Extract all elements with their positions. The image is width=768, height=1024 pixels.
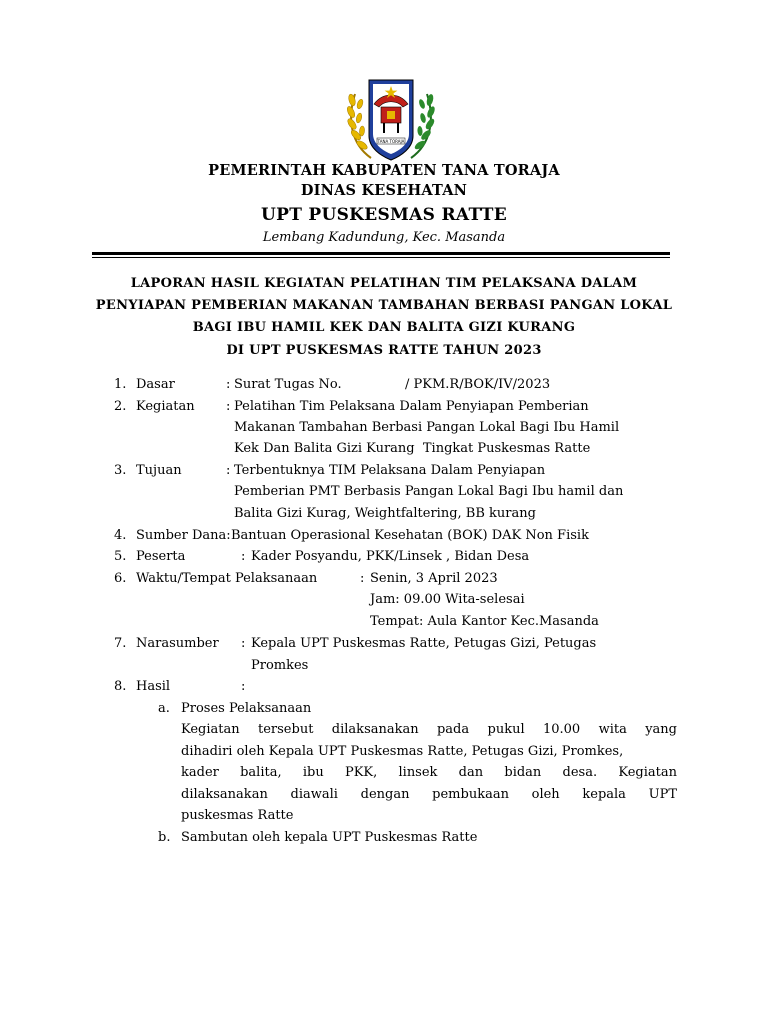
item-colon: :: [241, 636, 246, 651]
item-value-tujuan-line: Pemberian PMT Berbasis Pangan Lokal Bagi Ibu hamil dan: [234, 484, 624, 499]
item-number: 4.: [114, 528, 127, 543]
item-colon: :: [226, 463, 231, 478]
item-value-dasar-number: / PKM.R/BOK/IV/2023: [405, 377, 551, 392]
letterhead-government: PEMERINTAH KABUPATEN TANA TORAJA: [208, 162, 560, 179]
report-title-line-2: PENYIAPAN PEMBERIAN MAKANAN TAMBAHAN BERBASI PANGAN LOKAL: [95, 298, 673, 313]
item-value-kegiatan-line: Makanan Tambahan Berbasi Pangan Lokal Bagi Ibu Hamil: [234, 420, 620, 435]
item-number: 8.: [114, 679, 127, 694]
letterhead-divider-thick: [92, 252, 670, 255]
item-number: 5.: [114, 549, 127, 564]
item-value-kegiatan-line: Pelatihan Tim Pelaksana Dalam Penyiapan Pemberian: [234, 399, 589, 414]
item-label-waktu-tempat: Waktu/Tempat Pelaksanaan: [136, 571, 318, 586]
paragraph-line: dihadiri oleh Kepala UPT Puskesmas Ratte, Petugas Gizi, Promkes,: [181, 744, 624, 759]
item-value-kegiatan-line: Kek Dan Balita Gizi Kurang Tingkat Puskesmas Ratte: [234, 441, 591, 456]
item-number: 3.: [114, 463, 127, 478]
letterhead-divider-thin: [92, 257, 670, 258]
item-value-peserta: Kader Posyandu, PKK/Linsek , Bidan Desa: [251, 549, 530, 564]
subitem-title-sambutan: Sambutan oleh kepala UPT Puskesmas Ratte: [181, 830, 478, 845]
subitem-title-proses: Proses Pelaksanaan: [181, 701, 312, 716]
report-title-line-1: LAPORAN HASIL KEGIATAN PELATIHAN TIM PELAKSANA DALAM: [130, 276, 638, 291]
paragraph-line: kader balita, ibu PKK, linsek dan bidan desa. Kegiatan: [181, 765, 677, 780]
item-value-tujuan-line: Terbentuknya TIM Pelaksana Dalam Penyiapan: [234, 463, 546, 478]
item-number: 7.: [114, 636, 127, 651]
item-value-date: Senin, 3 April 2023: [370, 571, 498, 586]
item-label-sumber-dana: Sumber Dana:: [136, 528, 231, 543]
item-label-dasar: Dasar: [136, 377, 175, 392]
item-colon: :: [226, 399, 231, 414]
item-colon: :: [226, 377, 231, 392]
letterhead-department: DINAS KESEHATAN: [300, 182, 468, 199]
item-number: 6.: [114, 571, 127, 586]
item-number: 2.: [114, 399, 127, 414]
report-title-line-4: DI UPT PUSKESMAS RATTE TAHUN 2023: [226, 343, 542, 358]
item-label-hasil: Hasil: [136, 679, 171, 694]
subitem-letter: a.: [158, 701, 170, 716]
shield: [369, 80, 413, 160]
item-value-sumber-dana: Bantuan Operasional Kesehatan (BOK) DAK Non Fisik: [231, 528, 589, 543]
subitem-letter: b.: [158, 830, 171, 845]
item-label-tujuan: Tujuan: [136, 463, 182, 478]
item-value-time: Jam: 09.00 Wita-selesai: [370, 592, 525, 607]
letterhead-institution: UPT PUSKESMAS RATTE: [260, 205, 508, 225]
letterhead-address: Lembang Kadundung, Kec. Masanda: [262, 230, 506, 245]
item-label-narasumber: Narasumber: [136, 636, 219, 651]
item-colon: :: [360, 571, 365, 586]
logo-banner-text: TANA TORAJA: [377, 139, 405, 144]
item-label-kegiatan: Kegiatan: [136, 399, 195, 414]
regency-logo: [343, 74, 439, 164]
item-colon: :: [241, 549, 246, 564]
item-value-tujuan-line: Balita Gizi Kurag, Weightfaltering, BB kurang: [234, 506, 536, 521]
item-label-peserta: Peserta: [136, 549, 186, 564]
rice-stalk-left: [346, 93, 371, 158]
paragraph-line: puskesmas Ratte: [181, 808, 294, 823]
item-number: 1.: [114, 377, 127, 392]
paragraph-line: Kegiatan tersebut dilaksanakan pada pukul 10.00 wita yang: [181, 722, 677, 737]
item-value-dasar: Surat Tugas No.: [234, 377, 342, 392]
paragraph-line: dilaksanakan diawali dengan pembukaan oleh kepala UPT: [181, 787, 677, 802]
item-value-place: Tempat: Aula Kantor Kec.Masanda: [370, 614, 599, 629]
item-value-narasumber-line: Kepala UPT Puskesmas Ratte, Petugas Gizi, Petugas: [251, 636, 597, 651]
item-value-narasumber-line: Promkes: [251, 658, 309, 673]
report-title-line-3: BAGI IBU HAMIL KEK DAN BALITA GIZI KURANG: [192, 320, 576, 335]
item-colon: :: [241, 679, 246, 694]
leaf-branch-right: [411, 93, 436, 158]
